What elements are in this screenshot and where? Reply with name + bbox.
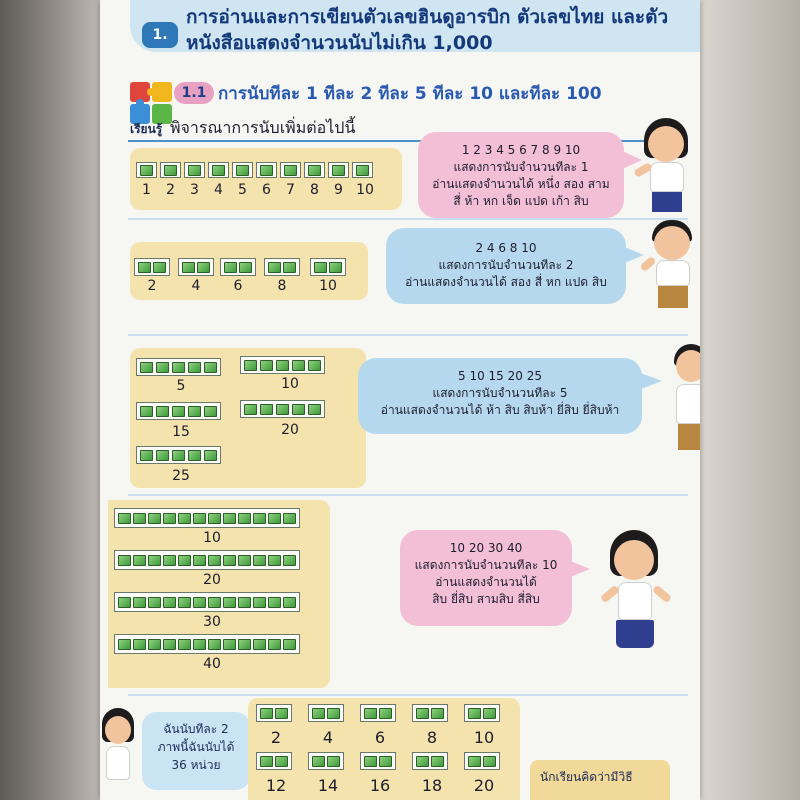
cube-icon [260, 756, 273, 767]
count-label: 2 [147, 278, 157, 294]
cube-icon [238, 639, 251, 650]
cube-group [240, 356, 325, 374]
cube-icon [148, 555, 161, 566]
cube-icon [327, 708, 340, 719]
cube-icon [133, 639, 146, 650]
cube-icon [223, 513, 236, 524]
count-label: 10 [473, 728, 495, 747]
cube-group [134, 258, 170, 276]
bubble-line: 2 4 6 8 10 [475, 241, 537, 255]
cube-icon [193, 597, 206, 608]
cube-icon [314, 262, 327, 273]
cube-icon [283, 262, 296, 273]
bubble-line: 36 หน่วย [171, 758, 221, 772]
bubble-tail [622, 246, 644, 264]
count-by-one-panel [130, 148, 402, 210]
cube-icon [208, 555, 221, 566]
cube-icon [163, 597, 176, 608]
cube-icon [223, 597, 236, 608]
speech-bubble-by-five [358, 358, 642, 434]
count-label: 5 [238, 182, 247, 198]
cube-icon [260, 404, 273, 415]
count-label: 30 [203, 614, 221, 630]
textbook-page [100, 0, 700, 800]
cube-group [114, 550, 300, 570]
cube-group [114, 634, 300, 654]
cube-icon [238, 513, 251, 524]
cube-icon [238, 597, 251, 608]
divider [128, 334, 688, 336]
cube-icon [283, 597, 296, 608]
bubble-line: แสดงการนับจำนวนทีละ 5 [432, 386, 568, 400]
bubble-line: ภาพนี้ฉันนับได้ [157, 740, 235, 754]
cube-icon [140, 406, 153, 417]
count-label: 15 [172, 424, 190, 440]
cube-cell [256, 162, 277, 178]
bubble-line: แสดงการนับจำนวนทีละ 1 [453, 160, 589, 174]
cube-icon [223, 555, 236, 566]
cube-icon [312, 708, 325, 719]
cube-icon [268, 597, 281, 608]
cube-icon [178, 639, 191, 650]
cube-group [308, 704, 344, 722]
count-label: 2 [166, 182, 175, 198]
cube-icon [238, 555, 251, 566]
cube-icon [140, 450, 153, 461]
boy-illustration [646, 220, 700, 326]
cube-icon [164, 165, 177, 176]
cube-icon [153, 262, 166, 273]
cube-group [114, 508, 300, 528]
bubble-line: 1 2 3 4 5 6 7 8 9 10 [461, 143, 581, 157]
bubble-line: อ่านแสดงจำนวนได้ หนึ่ง สอง สาม [432, 177, 610, 191]
count-label: 7 [286, 182, 295, 198]
cube-icon [133, 513, 146, 524]
count-label: 10 [356, 182, 374, 198]
girl-illustration [640, 118, 700, 218]
cube-icon [178, 555, 191, 566]
cube-group [220, 258, 256, 276]
bubble-line: ฉันนับทีละ 2 [163, 722, 229, 736]
cube-icon [379, 708, 392, 719]
cube-group [178, 258, 214, 276]
cube-group [412, 752, 448, 770]
cube-icon [276, 360, 289, 371]
cube-row-by-one [136, 162, 376, 178]
cube-cell [136, 162, 157, 178]
cube-cell [232, 162, 253, 178]
cube-icon [268, 639, 281, 650]
cube-icon [283, 513, 296, 524]
bubble-line: แสดงการนับจำนวนทีละ 2 [438, 258, 574, 272]
cube-icon [260, 165, 273, 176]
bubble-line: สิบ ยี่สิบ สามสิบ สี่สิบ [432, 592, 540, 606]
speech-bubble-by-ten [400, 530, 572, 626]
speech-bubble-by-one [418, 132, 624, 218]
cube-icon [163, 513, 176, 524]
cube-icon [483, 756, 496, 767]
cube-icon [244, 404, 257, 415]
cube-icon [364, 756, 377, 767]
cube-icon [468, 756, 481, 767]
bubble-line: แสดงการนับจำนวนทีละ 10 [414, 558, 558, 572]
cube-icon [197, 262, 210, 273]
count-label: 4 [322, 728, 334, 747]
cube-icon [468, 708, 481, 719]
girl-illustration [100, 708, 140, 800]
cube-icon [260, 360, 273, 371]
count-label: 10 [281, 376, 299, 392]
cube-icon [178, 513, 191, 524]
count-label: 6 [262, 182, 271, 198]
cube-icon [260, 708, 273, 719]
cube-cell [328, 162, 349, 178]
cube-icon [275, 756, 288, 767]
count-label: 20 [281, 422, 299, 438]
divider [128, 694, 688, 696]
cube-icon [356, 165, 369, 176]
cube-group [464, 704, 500, 722]
cube-icon [172, 450, 185, 461]
count-label: 6 [374, 728, 386, 747]
count-label: 10 [319, 278, 337, 294]
cube-icon [308, 360, 321, 371]
cube-group [412, 704, 448, 722]
speech-bubble-count [142, 712, 250, 790]
cube-icon [156, 362, 169, 373]
cube-icon [212, 165, 225, 176]
cube-icon [312, 756, 325, 767]
cube-icon [223, 639, 236, 650]
cube-icon [156, 406, 169, 417]
count-label: 12 [265, 776, 287, 795]
cube-icon [292, 360, 305, 371]
cube-icon [208, 639, 221, 650]
count-label: 10 [203, 530, 221, 546]
cube-group [308, 752, 344, 770]
cube-icon [308, 165, 321, 176]
cube-group [360, 704, 396, 722]
bubble-line: อ่านแสดงจำนวนได้ ห้า สิบ สิบห้า ยี่สิบ ยี่สิบห้า [380, 403, 620, 417]
count-label: 5 [176, 378, 186, 394]
count-label: 18 [421, 776, 443, 795]
cube-icon [253, 513, 266, 524]
cube-icon [239, 262, 252, 273]
cube-icon [268, 555, 281, 566]
learn-label: เรียนรู้ [130, 122, 163, 136]
background-right [695, 0, 800, 800]
cube-group [256, 704, 292, 722]
count-label: 8 [277, 278, 287, 294]
cube-icon [208, 597, 221, 608]
cube-group [464, 752, 500, 770]
count-label: 4 [214, 182, 223, 198]
cube-icon [208, 513, 221, 524]
cube-group [240, 400, 325, 418]
bubble-tail [568, 560, 590, 578]
cube-icon [204, 406, 217, 417]
subsection-number: 1.1 [174, 82, 214, 104]
count-label: 20 [203, 572, 221, 588]
cube-icon [172, 406, 185, 417]
divider [128, 218, 688, 220]
count-label: 1 [142, 182, 151, 198]
cube-icon [133, 597, 146, 608]
cube-icon [364, 708, 377, 719]
cube-icon [379, 756, 392, 767]
cube-icon [253, 597, 266, 608]
count-label: 14 [317, 776, 339, 795]
cube-icon [431, 708, 444, 719]
cube-cell [280, 162, 301, 178]
cube-group [136, 402, 221, 420]
cube-icon [284, 165, 297, 176]
cube-icon [268, 513, 281, 524]
subsection-title: การนับทีละ 1 ทีละ 2 ทีละ 5 ทีละ 10 และทีละ 100 [218, 84, 602, 104]
cube-icon [133, 555, 146, 566]
cube-group [136, 358, 221, 376]
cube-icon [236, 165, 249, 176]
cube-icon [182, 262, 195, 273]
cube-icon [178, 597, 191, 608]
bubble-line: 5 10 15 20 25 [458, 369, 542, 383]
count-label: 8 [310, 182, 319, 198]
cube-group [360, 752, 396, 770]
cube-group [136, 446, 221, 464]
cube-icon [140, 362, 153, 373]
cube-group [264, 258, 300, 276]
count-label: 6 [233, 278, 243, 294]
divider [128, 494, 688, 496]
cube-icon [483, 708, 496, 719]
cube-icon [138, 262, 151, 273]
cube-icon [188, 406, 201, 417]
cube-group [114, 592, 300, 612]
cube-icon [268, 262, 281, 273]
background-left [0, 0, 110, 800]
cube-icon [253, 555, 266, 566]
cube-cell [184, 162, 205, 178]
cube-icon [416, 756, 429, 767]
consider-text: พิจารณาการนับเพิ่มต่อไปนี้ [170, 118, 356, 137]
cube-icon [188, 450, 201, 461]
cube-icon [163, 639, 176, 650]
cube-cell [304, 162, 325, 178]
girl-illustration [598, 530, 674, 686]
cube-icon [118, 555, 131, 566]
boy-illustration [666, 344, 700, 474]
cube-icon [118, 513, 131, 524]
cube-icon [224, 262, 237, 273]
count-label: 20 [473, 776, 495, 795]
count-label: 8 [426, 728, 438, 747]
cube-cell [208, 162, 229, 178]
bubble-tail [638, 372, 662, 390]
cube-icon [188, 362, 201, 373]
cube-icon [148, 639, 161, 650]
count-label: 40 [203, 656, 221, 672]
cube-icon [163, 555, 176, 566]
count-label: 2 [270, 728, 282, 747]
count-label: 16 [369, 776, 391, 795]
cube-icon [253, 639, 266, 650]
cube-icon [275, 708, 288, 719]
cube-icon [118, 639, 131, 650]
cube-icon [140, 165, 153, 176]
cube-icon [118, 597, 131, 608]
count-label: 3 [190, 182, 199, 198]
cube-group [310, 258, 346, 276]
cube-cell [352, 162, 373, 178]
bubble-line: 10 20 30 40 [449, 541, 523, 555]
bubble-line: สี่ ห้า หก เจ็ด แปด เก้า สิบ [453, 194, 589, 208]
cube-icon [148, 597, 161, 608]
cube-icon [193, 555, 206, 566]
cube-icon [188, 165, 201, 176]
cube-icon [308, 404, 321, 415]
cube-icon [193, 639, 206, 650]
cube-icon [148, 513, 161, 524]
cube-group [256, 752, 292, 770]
cube-icon [332, 165, 345, 176]
cube-icon [283, 555, 296, 566]
cube-icon [276, 404, 289, 415]
speech-bubble-by-two [386, 228, 626, 304]
cube-icon [244, 360, 257, 371]
bubble-line: อ่านแสดงจำนวนได้ [435, 575, 537, 589]
bubble-line: อ่านแสดงจำนวนได้ สอง สี่ หก แปด สิบ [405, 275, 607, 289]
count-label: 25 [172, 468, 190, 484]
cube-cell [160, 162, 181, 178]
cube-icon [292, 404, 305, 415]
cube-icon [329, 262, 342, 273]
cube-icon [416, 708, 429, 719]
cube-icon [172, 362, 185, 373]
cube-icon [193, 513, 206, 524]
count-label: 4 [191, 278, 201, 294]
cube-icon [327, 756, 340, 767]
count-label: 9 [334, 182, 343, 198]
cube-icon [204, 362, 217, 373]
cube-icon [156, 450, 169, 461]
cube-icon [283, 639, 296, 650]
cube-icon [431, 756, 444, 767]
section-title: การอ่านและการเขียนตัวเลขฮินดูอารบิก ตัวเลขไทย และตัวหนังสือแสดงจำนวนนับไม่เกิน 1,000 [186, 6, 669, 54]
think-note: นักเรียนคิดว่ามีวิธี [530, 760, 670, 800]
cube-icon [204, 450, 217, 461]
section-number: 1. [142, 22, 178, 48]
